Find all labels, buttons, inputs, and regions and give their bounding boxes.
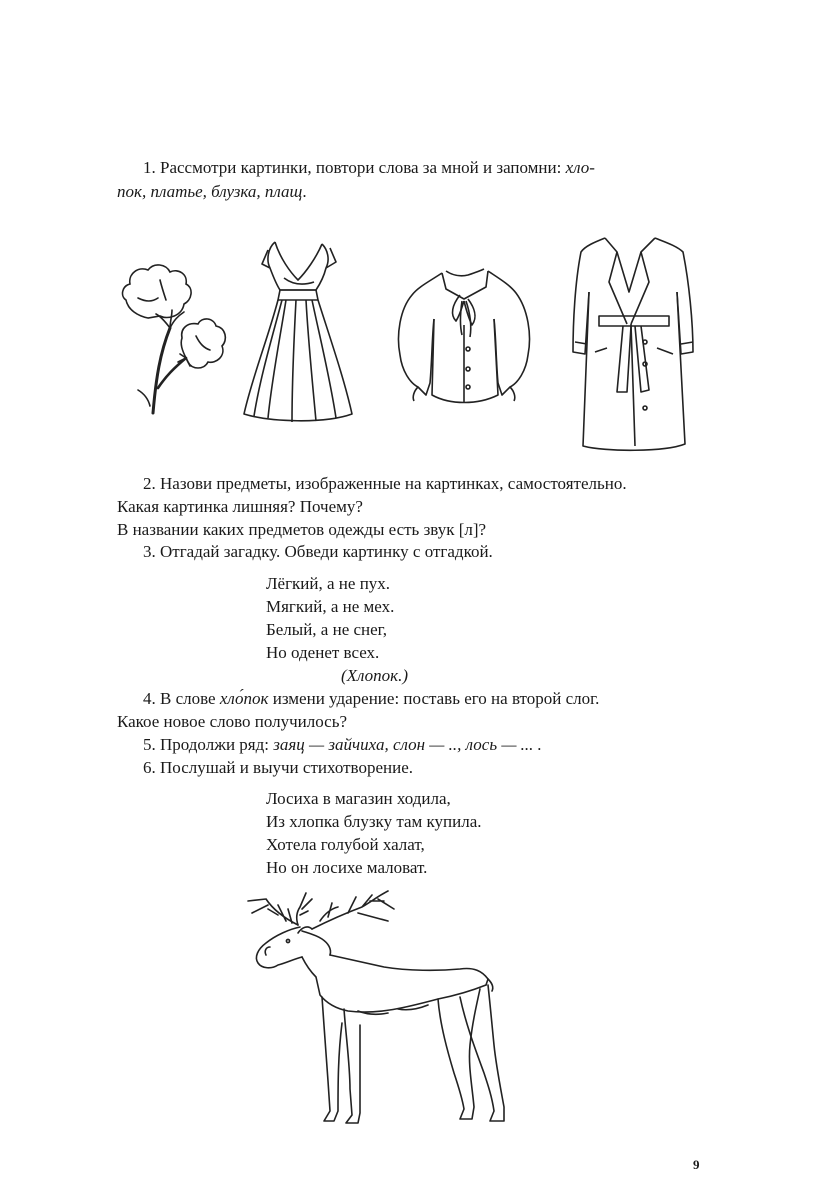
- task1-line2: [117, 181, 307, 203]
- blouse-icon: [390, 265, 540, 415]
- poem-line-4: Но он лосихе маловат.: [266, 858, 428, 877]
- moose-icon: [238, 885, 528, 1135]
- task2-line2: Какая картинка лишняя? Почему?: [117, 497, 363, 516]
- riddle-line-3: Белый, а не снег,: [266, 620, 387, 639]
- task2-line3: В названии каких предметов одежды есть звук [л]?: [117, 520, 487, 539]
- task1-line1: [143, 157, 595, 179]
- task4-line1: [143, 688, 599, 710]
- riddle-answer: (Хлопок.): [341, 666, 409, 685]
- task1-period: .: [302, 182, 307, 201]
- task4-text-a: 4. В слове: [143, 689, 220, 708]
- poem-line-2: Из хлопка блузку там купила.: [266, 812, 482, 831]
- task1-word-part: хло-: [565, 158, 595, 177]
- task3-line1: 3. Отгадай загадку. Обведи картинку с отгадкой.: [143, 542, 493, 561]
- task6-line: 6. Послушай и выучи стихотворение.: [143, 758, 413, 777]
- poem-line-1: Лосиха в магазин ходила,: [266, 789, 451, 808]
- task5-series: заяц — зайчиха, слон — .., лось — ... .: [273, 735, 542, 754]
- riddle-line-1: Лёгкий, а не пух.: [266, 574, 391, 593]
- dress-icon: [240, 238, 355, 428]
- task4-text-b: измени ударение: поставь его на второй слог.: [268, 689, 600, 708]
- task4-word: хло́пок: [219, 689, 269, 708]
- poem-line-3: Хотела голубой халат,: [266, 835, 425, 854]
- task4-line2: Какое новое слово получилось?: [117, 712, 348, 731]
- task5-prefix: 5. Продолжи ряд:: [143, 735, 274, 754]
- task5-line: [143, 734, 542, 756]
- cotton-plant-icon: [108, 258, 233, 418]
- task1-text: 1. Рассмотри картинки, повтори слова за мной и запомни:: [143, 158, 566, 177]
- riddle-line-4: Но оденет всех.: [266, 643, 380, 662]
- coat-icon: [565, 232, 705, 452]
- task2-line1: 2. Назови предметы, изображенные на картинках, самостоятельно.: [143, 474, 627, 493]
- riddle-line-2: Мягкий, а не мех.: [266, 597, 395, 616]
- task1-words: пок, платье, блузка, плащ: [117, 182, 303, 201]
- page-number: 9: [693, 1157, 700, 1172]
